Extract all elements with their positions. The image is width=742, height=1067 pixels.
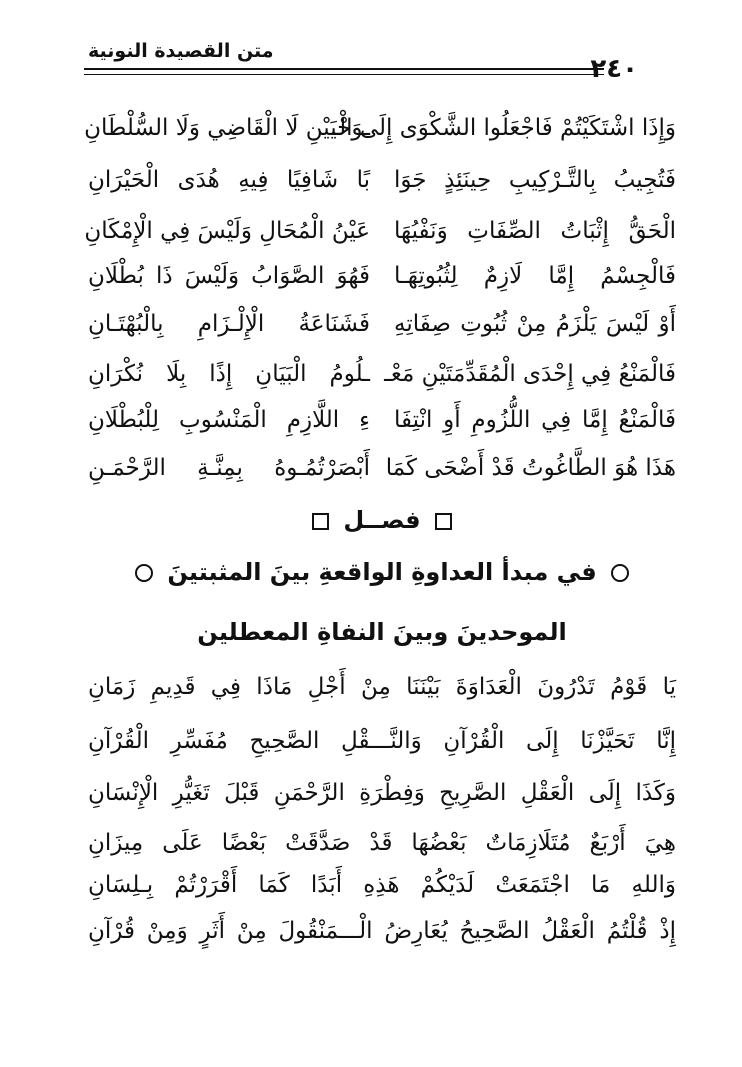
prose-line: إِذْ قُلْتُمُ الْعَقْلُ الصَّحِيحُ يُعَارِضُ الْـــمَنْقُولَ مِنْ أَثَرٍ وَمِنْ قُرْآنِ <box>88 918 676 944</box>
verse <box>84 110 676 146</box>
circle-ornament-icon <box>611 564 629 582</box>
prose-line: هِيَ أَرْبَعٌ مُتَلَازِمَاتٌ بَعْضُهَا قَدْ صَدَّقَتْ بَعْضًا عَلَى مِيزَانِ <box>88 830 676 856</box>
verse-second-hemistich: ـلُومُ الْبَيَانِ إِذًا بِلَا نُكْرَانِ <box>88 361 370 387</box>
verse-first-hemistich: أَوْ لَيْسَ يَلْزَمُ مِنْ ثُبُوتِ صِفَاتِهِ <box>394 311 676 337</box>
verse-second-hemistich: ـوَحْيَيْنِ لَا الْقَاضِي وَلَا السُّلْطَانِ <box>84 115 370 141</box>
verse-second-hemistich: عَيْنُ الْمُحَالِ وَلَيْسَ فِي الْإِمْكَانِ <box>84 218 370 244</box>
verse-second-hemistich: فَهُوَ الصَّوَابُ وَلَيْسَ ذَا بُطْلَانِ <box>88 263 370 289</box>
circle-ornament-icon <box>135 564 153 582</box>
section-title-line1 <box>88 552 676 592</box>
section-label <box>88 500 676 540</box>
page-header <box>84 40 644 84</box>
verse-second-hemistich: أَبْصَرْتُمُـوهُ بِمِنَّـةِ الرَّحْمَـنِ <box>88 455 370 481</box>
section-title-line2: الموحدينَ وبينَ النفاةِ المعطلين <box>197 618 567 646</box>
square-ornament-icon <box>435 513 452 530</box>
header-rule-top <box>84 68 604 70</box>
square-ornament-icon <box>312 513 329 530</box>
verse <box>88 258 676 294</box>
verse-first-hemistich: فَتُجِيبُ بِالتَّـرْكِيبِ حِينَئِذٍ جَوَا <box>394 167 676 193</box>
verse-first-hemistich: فَالْمَنْعُ فِي إِحْدَى الْمُقَدِّمَتَيْنِ مَعْـ <box>384 361 676 387</box>
header-rule-bottom <box>84 74 604 75</box>
verse-second-hemistich: ءِ اللَّازِمِ الْمَنْسُوبِ لِلْبُطْلَانِ <box>88 407 370 433</box>
verse-first-hemistich: فَالْجِسْمُ إِمَّا لَازِمٌ لِثُبُوتِهَـا <box>394 263 676 289</box>
verse <box>84 213 676 249</box>
verse <box>88 306 676 342</box>
section-label-text: فصــل <box>343 506 421 534</box>
verse-second-hemistich: بًا شَافِيًا فِيهِ هُدَى الْحَيْرَانِ <box>88 167 370 193</box>
page-number: ٢٤٠ <box>590 54 638 84</box>
verse <box>88 402 676 438</box>
verse <box>88 450 676 486</box>
verse <box>88 162 676 198</box>
verse-first-hemistich: وَإِذَا اشْتَكَيْتُمْ فَاجْعَلُوا الشَّكْوَى إِلَى الْـ <box>332 115 676 141</box>
prose-line: يَا قَوْمُ تَدْرُونَ الْعَدَاوَةَ بَيْنَنَا مِنْ أَجْلِ مَاذَا فِي قَدِيمِ زَمَانِ <box>88 674 676 700</box>
verse-second-hemistich: فَشَنَاعَةُ الْإِلْـزَامِ بِالْبُهْتَـانِ <box>88 311 370 337</box>
verse-first-hemistich: الْحَقُّ إِثْبَاتُ الصِّفَاتِ وَنَفْيُهَا <box>394 218 676 244</box>
verse-first-hemistich: فَالْمَنْعُ إِمَّا فِي اللُّزُومِ أَوِ انْتِفَا <box>394 407 676 433</box>
prose-line: وَكَذَا إِلَى الْعَقْلِ الصَّرِيحِ وَفِطْرَةِ الرَّحْمَنِ قَبْلَ تَغَيُّرِ الْإِنْسَانِ <box>88 780 676 806</box>
prose-line: إِنَّا تَحَيَّزْنَا إِلَى الْقُرْآنِ وَالنَّـــقْلِ الصَّحِيحِ مُفَسِّرِ الْقُرْآنِ <box>88 728 676 754</box>
verse <box>88 356 676 392</box>
verse-first-hemistich: هَذَا هُوَ الطَّاغُوتُ قَدْ أَضْحَى كَمَا <box>385 455 676 481</box>
running-title: متن القصيدة النونية <box>88 40 274 62</box>
section-title-line1-text: في مبدأ العداوةِ الواقعةِ بينَ المثبتينَ <box>167 558 597 586</box>
prose-line: وَاللهِ مَا اجْتَمَعَتْ لَدَيْكُمْ هَذِهِ أَبَدًا كَمَا أَقْرَرْتُمْ بِـلِسَانِ <box>88 872 676 898</box>
